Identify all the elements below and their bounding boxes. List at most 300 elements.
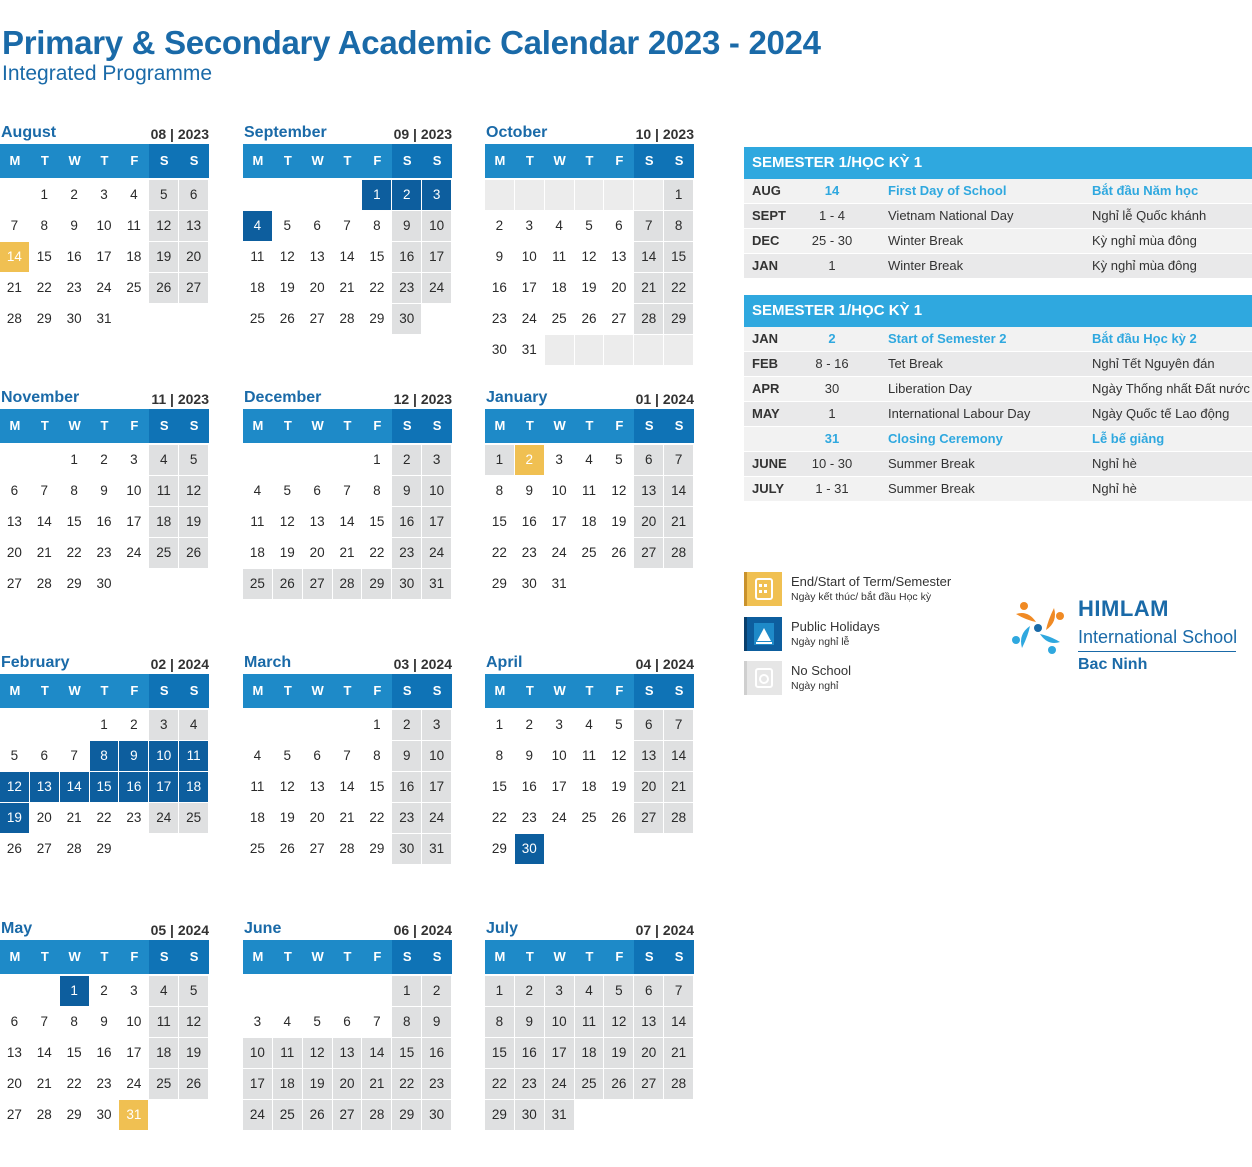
weekday-label: S <box>149 940 179 974</box>
semester-event-vi: Nghỉ lễ Quốc khánh <box>1092 208 1207 223</box>
day-cell: 13 <box>634 476 664 507</box>
weekday-label: S <box>179 674 209 708</box>
day-cell: 1 <box>485 976 515 1007</box>
day-cell: 3 <box>545 445 575 476</box>
empty-day-cell <box>273 445 303 476</box>
day-cell: 16 <box>422 1038 452 1069</box>
weekday-header <box>0 144 209 178</box>
legend-label: Public Holidays <box>791 619 880 634</box>
day-cell: 4 <box>119 180 149 211</box>
weekday-label: S <box>179 144 209 178</box>
semester-date: 1 <box>828 258 836 273</box>
semester-row <box>744 254 1252 279</box>
weekday-label: T <box>525 418 534 433</box>
day-cell: 25 <box>273 1100 303 1131</box>
logo-name: HIMLAM <box>1078 596 1169 621</box>
semester-event: Winter Break <box>888 258 964 273</box>
month-october <box>485 124 694 366</box>
semester-rows <box>744 327 1252 502</box>
weekday-label: M <box>494 683 506 698</box>
day-cell: 21 <box>333 273 363 304</box>
legend-item <box>744 661 1004 701</box>
day-cell: 22 <box>60 1069 90 1100</box>
day-cell: 1 <box>90 710 120 741</box>
month-august <box>0 124 209 335</box>
day-cell: 24 <box>422 803 452 834</box>
semester-event-vi: Bắt đầu Học kỳ 2 <box>1092 331 1197 346</box>
empty-day-cell <box>333 180 363 211</box>
day-cell: 5 <box>575 211 605 242</box>
day-cell: 13 <box>0 1038 30 1069</box>
day-cell: 13 <box>0 507 30 538</box>
empty-day-cell <box>273 710 303 741</box>
weekday-label: T <box>40 683 49 698</box>
day-cell: 29 <box>30 304 60 335</box>
day-cell: 15 <box>392 1038 422 1069</box>
day-cell: 18 <box>575 1038 605 1069</box>
month-january <box>485 389 694 600</box>
semester-event-vi: Nghỉ hè <box>1092 481 1137 496</box>
day-cell: 18 <box>575 507 605 538</box>
day-cell: 12 <box>604 476 634 507</box>
semester-date: 1 - 4 <box>818 208 845 223</box>
day-cell: 15 <box>362 242 392 273</box>
day-cell: 30 <box>515 834 545 865</box>
day-cell: 23 <box>90 538 120 569</box>
day-cell: 9 <box>90 476 120 507</box>
day-cell: 12 <box>303 1038 333 1069</box>
weekday-label: S <box>422 940 452 974</box>
day-cell: 17 <box>149 772 179 803</box>
day-cell: 22 <box>362 273 392 304</box>
month-december <box>243 389 452 600</box>
month-code: 10 | 2023 <box>635 126 694 142</box>
empty-day-cell <box>634 180 664 211</box>
day-cell: 7 <box>664 710 694 741</box>
weekday-label: S <box>149 674 179 708</box>
semester-date: 14 <box>824 183 840 198</box>
day-cell: 25 <box>575 803 605 834</box>
empty-day-cell <box>485 180 515 211</box>
day-cell: 18 <box>119 242 149 273</box>
weekday-label: F <box>615 418 624 433</box>
empty-day-cell <box>243 976 273 1007</box>
day-cell: 21 <box>664 507 694 538</box>
day-cell: 8 <box>90 741 120 772</box>
day-cell: 8 <box>60 1007 90 1038</box>
holiday-icon <box>744 617 782 651</box>
semester-row <box>744 402 1252 427</box>
day-cell: 5 <box>604 976 634 1007</box>
day-cell: 17 <box>515 273 545 304</box>
weekday-label: M <box>494 418 506 433</box>
semester-date: 2 <box>828 331 836 346</box>
day-cell: 30 <box>515 569 545 600</box>
day-cell: 20 <box>30 803 60 834</box>
weekday-label: S <box>422 674 452 708</box>
day-cell: 21 <box>30 538 60 569</box>
day-cell: 31 <box>90 304 120 335</box>
day-cell: 8 <box>485 1007 515 1038</box>
day-cell: 14 <box>634 242 664 273</box>
legend-item <box>744 572 1004 612</box>
day-cell: 10 <box>422 476 452 507</box>
empty-day-cell <box>30 445 60 476</box>
day-cell: 31 <box>422 834 452 865</box>
weekday-label: T <box>525 153 534 168</box>
day-cell: 14 <box>0 242 30 273</box>
day-cell: 6 <box>634 976 664 1007</box>
day-cell: 1 <box>362 710 392 741</box>
day-cell: 2 <box>392 710 422 741</box>
weekday-label: W <box>311 418 324 433</box>
day-cell: 6 <box>303 476 333 507</box>
day-cell: 3 <box>243 1007 273 1038</box>
day-cell: 19 <box>273 273 303 304</box>
weekday-label: S <box>422 409 452 443</box>
day-cell: 9 <box>119 741 149 772</box>
month-code: 03 | 2024 <box>393 656 452 672</box>
month-name: December <box>244 389 322 406</box>
month-may <box>0 920 209 1131</box>
empty-day-cell <box>634 335 664 366</box>
day-cell: 11 <box>575 476 605 507</box>
day-cell: 8 <box>362 211 392 242</box>
logo-line-3: Bac Ninh <box>1078 656 1148 673</box>
weekday-label: M <box>9 683 21 698</box>
day-cell: 14 <box>30 507 60 538</box>
empty-day-cell <box>333 710 363 741</box>
day-cell: 3 <box>149 710 179 741</box>
day-cell: 26 <box>604 1069 634 1100</box>
day-cell: 26 <box>604 803 634 834</box>
semester-row <box>744 477 1252 502</box>
month-name: November <box>1 389 80 406</box>
day-cell: 26 <box>0 834 30 865</box>
day-grid <box>485 976 694 1131</box>
day-cell: 24 <box>149 803 179 834</box>
semester-month: JAN <box>752 331 779 346</box>
empty-day-cell <box>30 710 60 741</box>
day-cell: 17 <box>422 772 452 803</box>
day-cell: 4 <box>149 445 179 476</box>
day-cell: 9 <box>515 1007 545 1038</box>
semester-event: Start of Semester 2 <box>888 331 1007 346</box>
day-cell: 10 <box>119 1007 149 1038</box>
day-cell: 28 <box>60 834 90 865</box>
day-cell: 18 <box>545 273 575 304</box>
day-cell: 17 <box>545 1038 575 1069</box>
day-cell: 6 <box>634 710 664 741</box>
day-cell: 28 <box>664 538 694 569</box>
weekday-header <box>485 409 694 443</box>
day-cell: 7 <box>333 741 363 772</box>
semester-date: 1 - 31 <box>815 481 849 496</box>
month-name: August <box>1 124 57 141</box>
day-cell: 5 <box>303 1007 333 1038</box>
day-cell: 13 <box>333 1038 363 1069</box>
day-cell: 13 <box>634 1007 664 1038</box>
semester-event: Winter Break <box>888 233 964 248</box>
day-cell: 7 <box>333 211 363 242</box>
day-cell: 30 <box>392 834 422 865</box>
weekday-label: T <box>100 683 109 698</box>
weekday-label: T <box>40 949 49 964</box>
month-name: February <box>1 654 70 671</box>
day-cell: 13 <box>604 242 634 273</box>
day-cell: 9 <box>392 476 422 507</box>
day-cell: 29 <box>362 569 392 600</box>
day-cell: 20 <box>333 1069 363 1100</box>
day-cell: 17 <box>422 242 452 273</box>
day-cell: 17 <box>545 507 575 538</box>
weekday-label: S <box>634 674 664 708</box>
day-cell: 10 <box>149 741 179 772</box>
day-cell: 16 <box>392 242 422 273</box>
month-november <box>0 389 209 600</box>
day-cell: 7 <box>634 211 664 242</box>
day-cell: 6 <box>303 741 333 772</box>
weekday-label: W <box>553 153 566 168</box>
empty-day-cell <box>545 180 575 211</box>
weekday-label: M <box>252 949 264 964</box>
day-grid <box>243 445 452 600</box>
day-cell: 16 <box>90 1038 120 1069</box>
day-cell: 13 <box>30 772 60 803</box>
month-april <box>485 654 694 865</box>
day-cell: 24 <box>90 273 120 304</box>
day-cell: 3 <box>119 976 149 1007</box>
day-cell: 3 <box>515 211 545 242</box>
day-cell: 17 <box>422 507 452 538</box>
day-cell: 15 <box>60 507 90 538</box>
day-cell: 11 <box>149 1007 179 1038</box>
day-cell: 8 <box>362 741 392 772</box>
day-cell: 21 <box>362 1069 392 1100</box>
day-cell: 24 <box>243 1100 273 1131</box>
day-cell: 11 <box>243 772 273 803</box>
semester-title: SEMESTER 1/HỌC KỲ 1 <box>744 295 1252 327</box>
day-cell: 9 <box>422 1007 452 1038</box>
day-cell: 22 <box>30 273 60 304</box>
day-cell: 11 <box>273 1038 303 1069</box>
weekday-label: T <box>585 153 594 168</box>
day-cell: 23 <box>392 803 422 834</box>
day-cell: 18 <box>243 273 273 304</box>
empty-day-cell <box>604 180 634 211</box>
day-cell: 18 <box>273 1069 303 1100</box>
day-cell: 1 <box>485 710 515 741</box>
semester-event: First Day of School <box>888 183 1007 198</box>
weekday-header <box>0 674 209 708</box>
day-cell: 27 <box>179 273 209 304</box>
day-cell: 2 <box>60 180 90 211</box>
day-cell: 28 <box>0 304 30 335</box>
day-cell: 27 <box>303 304 333 335</box>
day-cell: 28 <box>30 1100 60 1131</box>
semester-event: International Labour Day <box>888 406 1031 421</box>
month-name: April <box>486 654 523 671</box>
empty-day-cell <box>273 976 303 1007</box>
semester-event: Tet Break <box>888 356 943 371</box>
day-cell: 14 <box>362 1038 392 1069</box>
weekday-label: S <box>664 409 694 443</box>
day-cell: 12 <box>604 741 634 772</box>
semester-month: APR <box>752 381 780 396</box>
semester-row <box>744 427 1252 452</box>
day-cell: 12 <box>179 476 209 507</box>
day-cell: 19 <box>604 772 634 803</box>
semester-row <box>744 377 1252 402</box>
day-cell: 31 <box>422 569 452 600</box>
day-cell: 12 <box>604 1007 634 1038</box>
day-grid <box>0 180 209 335</box>
semester-table-1 <box>744 147 1252 279</box>
semester-month: JULY <box>752 481 785 496</box>
day-cell: 21 <box>0 273 30 304</box>
weekday-label: W <box>68 153 81 168</box>
day-cell: 25 <box>179 803 209 834</box>
day-cell: 6 <box>303 211 333 242</box>
day-cell: 28 <box>664 1069 694 1100</box>
day-cell: 23 <box>90 1069 120 1100</box>
day-cell: 24 <box>515 304 545 335</box>
day-cell: 3 <box>422 710 452 741</box>
page-subtitle: Integrated Programme <box>2 62 213 85</box>
day-cell: 8 <box>362 476 392 507</box>
semester-row <box>744 229 1252 254</box>
day-cell: 23 <box>392 273 422 304</box>
day-cell: 15 <box>664 242 694 273</box>
weekday-label: S <box>392 940 422 974</box>
weekday-label: F <box>130 949 139 964</box>
day-cell: 19 <box>273 538 303 569</box>
day-cell: 4 <box>575 445 605 476</box>
weekday-label: S <box>179 409 209 443</box>
day-cell: 27 <box>303 834 333 865</box>
day-cell: 26 <box>575 304 605 335</box>
day-cell: 26 <box>303 1100 333 1131</box>
day-cell: 7 <box>362 1007 392 1038</box>
day-cell: 19 <box>604 507 634 538</box>
day-cell: 8 <box>485 476 515 507</box>
day-cell: 14 <box>664 741 694 772</box>
weekday-label: F <box>615 949 624 964</box>
day-cell: 25 <box>243 304 273 335</box>
day-cell: 7 <box>333 476 363 507</box>
day-cell: 9 <box>515 741 545 772</box>
day-cell: 14 <box>333 507 363 538</box>
day-cell: 20 <box>0 1069 30 1100</box>
empty-day-cell <box>575 180 605 211</box>
day-cell: 9 <box>515 476 545 507</box>
day-cell: 27 <box>604 304 634 335</box>
day-cell: 10 <box>90 211 120 242</box>
semester-event: Liberation Day <box>888 381 972 396</box>
day-cell: 26 <box>273 304 303 335</box>
day-cell: 8 <box>485 741 515 772</box>
weekday-label: S <box>392 409 422 443</box>
day-cell: 30 <box>422 1100 452 1131</box>
day-cell: 6 <box>0 476 30 507</box>
day-cell: 11 <box>149 476 179 507</box>
day-cell: 21 <box>60 803 90 834</box>
semester-event: Vietnam National Day <box>888 208 1014 223</box>
day-cell: 1 <box>30 180 60 211</box>
day-cell: 29 <box>664 304 694 335</box>
day-cell: 27 <box>634 538 664 569</box>
day-cell: 10 <box>545 476 575 507</box>
day-cell: 8 <box>60 476 90 507</box>
day-cell: 7 <box>30 476 60 507</box>
day-cell: 31 <box>119 1100 149 1131</box>
day-cell: 28 <box>333 834 363 865</box>
day-cell: 10 <box>119 476 149 507</box>
semester-date: 8 - 16 <box>815 356 849 371</box>
weekday-label: M <box>494 949 506 964</box>
day-cell: 7 <box>30 1007 60 1038</box>
month-march <box>243 654 452 865</box>
day-cell: 16 <box>119 772 149 803</box>
day-cell: 4 <box>243 476 273 507</box>
legend-label-vi: Ngày kết thúc/ bắt đầu Học kỳ <box>791 591 932 603</box>
day-cell: 20 <box>179 242 209 273</box>
day-cell: 2 <box>392 445 422 476</box>
day-cell: 14 <box>333 242 363 273</box>
weekday-label: S <box>392 674 422 708</box>
day-cell: 28 <box>333 304 363 335</box>
semester-month: FEB <box>752 356 778 371</box>
day-cell: 7 <box>60 741 90 772</box>
day-cell: 27 <box>634 803 664 834</box>
day-cell: 26 <box>179 1069 209 1100</box>
weekday-label: W <box>553 418 566 433</box>
month-name: July <box>486 920 519 937</box>
day-cell: 2 <box>90 976 120 1007</box>
day-cell: 23 <box>119 803 149 834</box>
page-title: Primary & Secondary Academic Calendar 2023 - 2024 <box>2 24 821 61</box>
day-cell: 11 <box>119 211 149 242</box>
day-cell: 25 <box>119 273 149 304</box>
month-code: 04 | 2024 <box>635 656 694 672</box>
weekday-label: S <box>392 144 422 178</box>
semester-rows <box>744 179 1252 279</box>
day-cell: 12 <box>575 242 605 273</box>
day-cell: 6 <box>333 1007 363 1038</box>
day-cell: 10 <box>243 1038 273 1069</box>
semester-event: Summer Break <box>888 456 975 471</box>
weekday-label: F <box>373 949 382 964</box>
day-cell: 20 <box>303 273 333 304</box>
weekday-label: W <box>553 683 566 698</box>
day-cell: 10 <box>422 211 452 242</box>
weekday-label: T <box>283 418 292 433</box>
semester-event-vi: Ngày Quốc tế Lao động <box>1092 406 1230 421</box>
day-cell: 29 <box>362 304 392 335</box>
day-cell: 5 <box>179 976 209 1007</box>
empty-day-cell <box>30 976 60 1007</box>
month-code: 12 | 2023 <box>393 391 452 407</box>
day-cell: 28 <box>333 569 363 600</box>
day-cell: 19 <box>179 507 209 538</box>
day-cell: 30 <box>90 1100 120 1131</box>
day-cell: 21 <box>634 273 664 304</box>
day-cell: 6 <box>0 1007 30 1038</box>
day-cell: 15 <box>362 772 392 803</box>
weekday-header <box>243 940 452 974</box>
day-cell: 29 <box>485 569 515 600</box>
weekday-label: T <box>283 153 292 168</box>
